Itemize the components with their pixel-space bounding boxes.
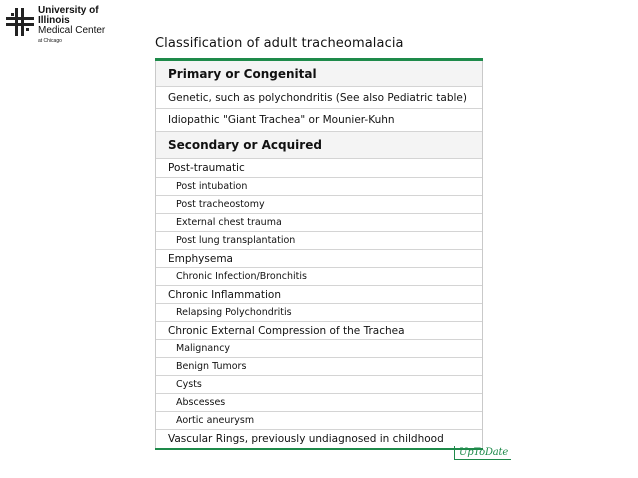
logo-wordmark (38, 6, 105, 45)
uic-logo-icon (6, 8, 34, 36)
table-row: Chronic Inflammation (156, 286, 482, 304)
table-row: Vascular Rings, previously undiagnosed in childhood (168, 433, 444, 445)
university-logo (6, 6, 106, 50)
logo-line-university: University of (38, 5, 99, 16)
table-row: Cysts (156, 376, 482, 394)
table-row: Chronic External Compression of the Trachea (156, 322, 482, 340)
table-row: Aortic aneurysm (156, 412, 482, 430)
section-heading-primary: Primary or Congenital (156, 61, 482, 87)
table-row: Chronic Infection/Bronchitis (156, 268, 482, 286)
table-row: Emphysema (156, 250, 482, 268)
table-title: Classification of adult tracheomalacia (155, 36, 404, 51)
section-heading-secondary: Secondary or Acquired (156, 132, 482, 159)
table-row: External chest trauma (156, 214, 482, 232)
table-row: Benign Tumors (156, 358, 482, 376)
table-bottom-rule (155, 448, 483, 450)
uptodate-logo: UpToDate (454, 446, 511, 460)
table-row: Post intubation (156, 178, 482, 196)
table-row: Abscesses (156, 394, 482, 412)
table-row: Genetic, such as polychondritis (See also Pediatric table) (156, 87, 482, 109)
logo-line-medical-center: Medical Center (38, 25, 106, 36)
table-row: Post-traumatic (156, 159, 482, 178)
table-row: Idiopathic "Giant Trachea" or Mounier-Kuhn (156, 109, 482, 132)
table-row: Post tracheostomy (156, 196, 482, 214)
logo-line-illinois: Illinois (38, 15, 70, 26)
classification-table (155, 58, 483, 450)
table-row: Relapsing Polychondritis (156, 304, 482, 322)
table-row: Malignancy (156, 340, 482, 358)
logo-line-chicago: at Chicago (38, 38, 62, 44)
table-row: Post lung transplantation (156, 232, 482, 250)
table-body (155, 61, 483, 448)
